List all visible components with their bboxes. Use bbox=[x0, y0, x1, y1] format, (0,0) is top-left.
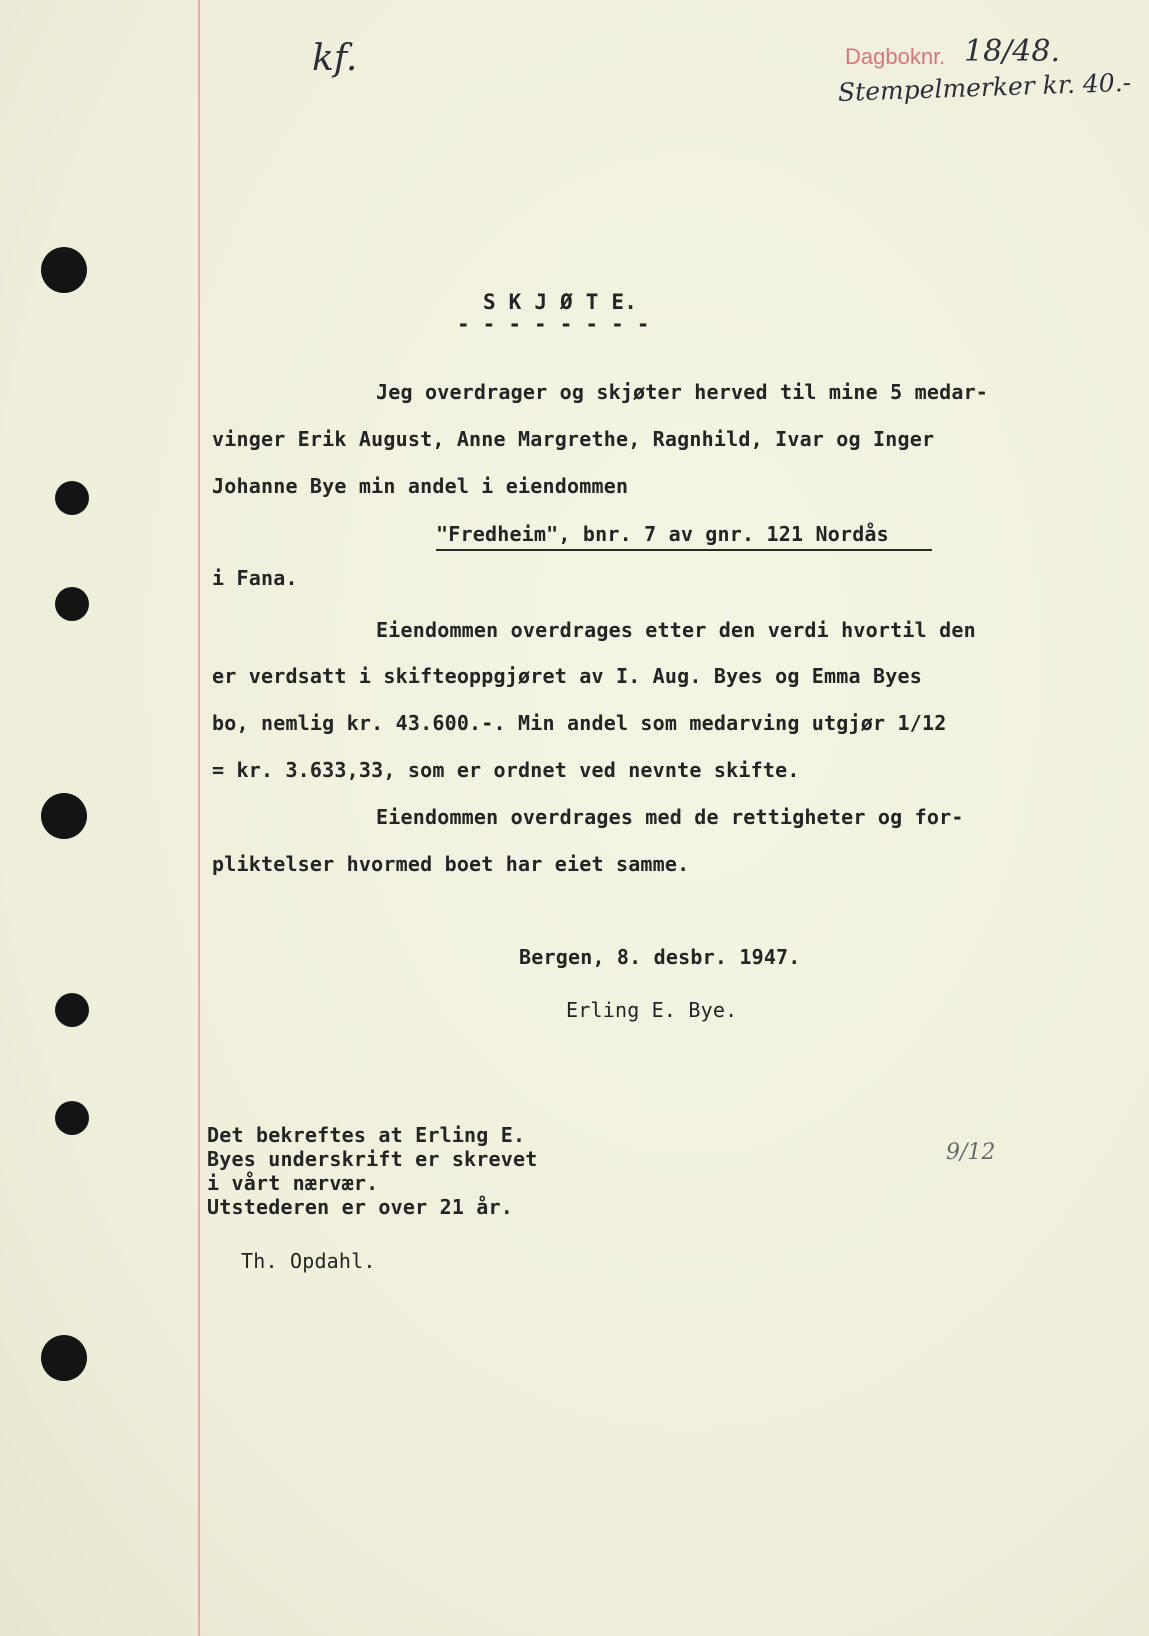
property-designation: "Fredheim", bnr. 7 av gnr. 121 Nordås bbox=[436, 522, 889, 546]
body-line: = kr. 3.633,33, som er ordnet ved nevnte skifte. bbox=[212, 758, 800, 782]
title-rule: - - - - - - - - bbox=[457, 312, 650, 336]
punch-hole bbox=[55, 1101, 89, 1135]
margin-note: 9/12 bbox=[946, 1140, 996, 1165]
body-line: Eiendommen overdrages etter den verdi hvortil den bbox=[376, 618, 976, 642]
place-date: Bergen, 8. desbr. 1947. bbox=[519, 945, 801, 969]
punch-hole bbox=[55, 587, 89, 621]
body-line: Eiendommen overdrages med de rettigheter og for- bbox=[376, 805, 964, 829]
attestation-line: i vårt nærvær. bbox=[207, 1171, 379, 1195]
stamp-fee-note: Stempelmerker kr. 40.- bbox=[837, 67, 1132, 107]
attestation-line: Utstederen er over 21 år. bbox=[207, 1195, 514, 1219]
attestation-line: Det bekreftes at Erling E. bbox=[207, 1123, 526, 1147]
dagbok-stamp-label: Dagboknr. bbox=[845, 44, 946, 69]
body-line: i Fana. bbox=[212, 566, 298, 590]
punch-hole bbox=[41, 247, 87, 293]
dagbok-number: 18/48. bbox=[964, 34, 1060, 69]
body-line: vinger Erik August, Anne Margrethe, Ragnhild, Ivar og Inger bbox=[212, 427, 935, 451]
punch-hole bbox=[41, 793, 87, 839]
property-underline bbox=[436, 549, 932, 551]
body-line: er verdsatt i skifteoppgjøret av I. Aug. Byes og Emma Byes bbox=[212, 664, 922, 688]
margin-line bbox=[198, 0, 200, 1636]
attestation-line: Byes underskrift er skrevet bbox=[207, 1147, 538, 1171]
document-title: S K J Ø T E. bbox=[483, 290, 638, 314]
punch-hole bbox=[55, 993, 89, 1027]
body-line: Johanne Bye min andel i eiendommen bbox=[212, 474, 629, 498]
body-line: Jeg overdrager og skjøter herved til mine 5 medar- bbox=[376, 380, 989, 404]
witness-name: Th. Opdahl. bbox=[241, 1249, 376, 1273]
body-line: bo, nemlig kr. 43.600.-. Min andel som medarving utgjør 1/12 bbox=[212, 711, 947, 735]
signatory-name: Erling E. Bye. bbox=[566, 998, 738, 1022]
punch-hole bbox=[41, 1335, 87, 1381]
body-line: pliktelser hvormed boet har eiet samme. bbox=[212, 852, 690, 876]
handwritten-initials: kf. bbox=[312, 38, 358, 79]
punch-hole bbox=[55, 481, 89, 515]
